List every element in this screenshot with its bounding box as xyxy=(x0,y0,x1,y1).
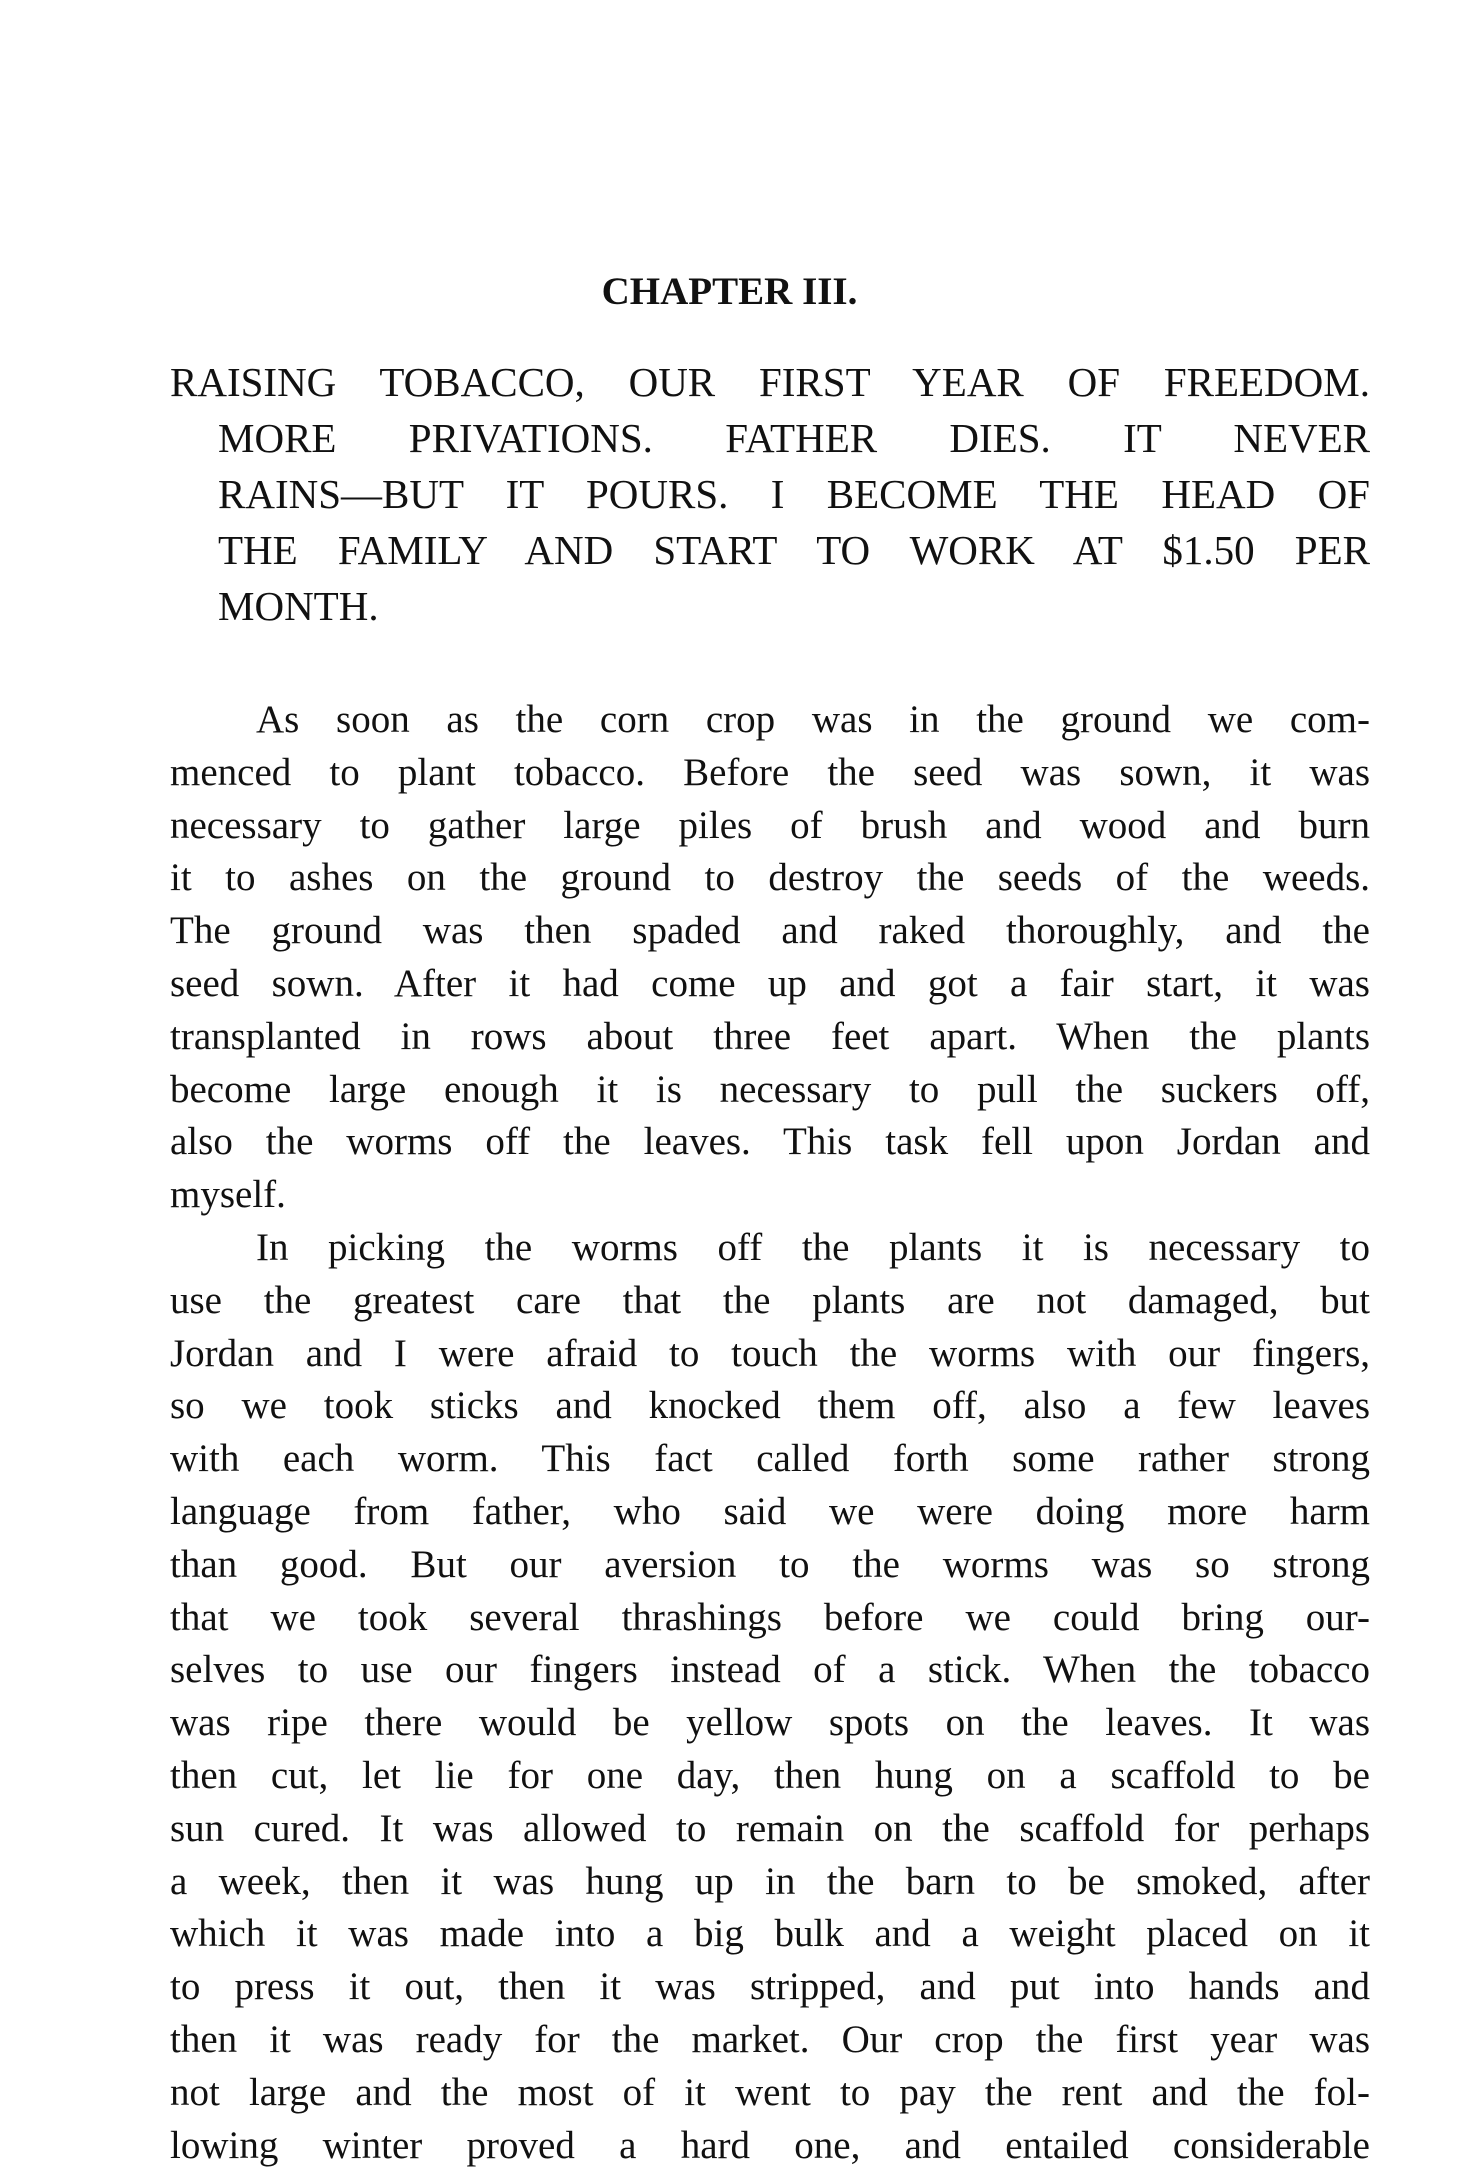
summary-line: RAINS—BUT IT POURS. I BECOME THE HEAD OF xyxy=(218,471,1370,517)
text-line: menced to plant tobacco. Before the seed was sown, it was xyxy=(170,750,1370,794)
text-line: with each worm. This fact called forth some rather strong xyxy=(170,1437,1370,1481)
text-line: The ground was then spaded and raked thoroughly, and the xyxy=(170,909,1370,953)
text-line: In picking the worms off the plants it is necessary to xyxy=(256,1225,1370,1269)
text-line: language from father, who said we were doing more harm xyxy=(170,1489,1370,1533)
summary-line: THE FAMILY AND START TO WORK AT $1.50 PER xyxy=(218,527,1370,573)
chapter-heading: CHAPTER III. xyxy=(601,270,858,313)
text-line: also the worms off the leaves. This task fell upon Jordan and xyxy=(170,1120,1370,1164)
text-line: that we took several thrashings before we could bring our- xyxy=(170,1595,1370,1639)
text-line: so we took sticks and knocked them off, also a few leaves xyxy=(170,1384,1370,1428)
summary-line: MORE PRIVATIONS. FATHER DIES. IT NEVER xyxy=(218,415,1370,461)
summary-line: MONTH. xyxy=(218,583,379,629)
text-line: necessary to gather large piles of brush and wood and burn xyxy=(170,803,1370,847)
text-line: lowing winter proved a hard one, and entailed considerable xyxy=(170,2123,1370,2167)
text-line: use the greatest care that the plants are not damaged, but xyxy=(170,1278,1370,1322)
text-line: then it was ready for the market. Our crop the first year was xyxy=(170,2017,1370,2061)
text-line: transplanted in rows about three feet apart. When the plants xyxy=(170,1014,1370,1058)
text-line: which it was made into a big bulk and a weight placed on it xyxy=(170,1912,1370,1956)
text-line: then cut, let lie for one day, then hung on a scaffold to be xyxy=(170,1753,1370,1797)
text-line: it to ashes on the ground to destroy the seeds of the weeds. xyxy=(170,856,1370,900)
text-line: myself. xyxy=(170,1173,286,1217)
summary-line: RAISING TOBACCO, OUR FIRST YEAR OF FREEDOM. xyxy=(170,359,1370,405)
text-line: As soon as the corn crop was in the ground we com- xyxy=(256,698,1370,741)
text-line: was ripe there would be yellow spots on the leaves. It was xyxy=(170,1701,1370,1745)
text-line: Jordan and I were afraid to touch the worms with our fingers, xyxy=(170,1331,1370,1375)
text-line: become large enough it is necessary to pull the suckers off, xyxy=(170,1067,1370,1111)
chapter-summary xyxy=(170,354,1370,634)
text-line: selves to use our fingers instead of a stick. When the tobacco xyxy=(170,1648,1370,1692)
text-line: sun cured. It was allowed to remain on the scaffold for perhaps xyxy=(170,1806,1370,1850)
text-line: seed sown. After it had come up and got a fair start, it was xyxy=(170,961,1370,1005)
text-line: a week, then it was hung up in the barn to be smoked, after xyxy=(170,1859,1370,1903)
paragraph xyxy=(170,1222,1370,2172)
body-text xyxy=(170,694,1370,2172)
text-line: not large and the most of it went to pay the rent and the fol- xyxy=(170,2070,1370,2114)
paragraph xyxy=(170,694,1370,1222)
text-line: to press it out, then it was stripped, and put into hands and xyxy=(170,1965,1370,2009)
text-line: than good. But our aversion to the worms was so strong xyxy=(170,1542,1370,1586)
